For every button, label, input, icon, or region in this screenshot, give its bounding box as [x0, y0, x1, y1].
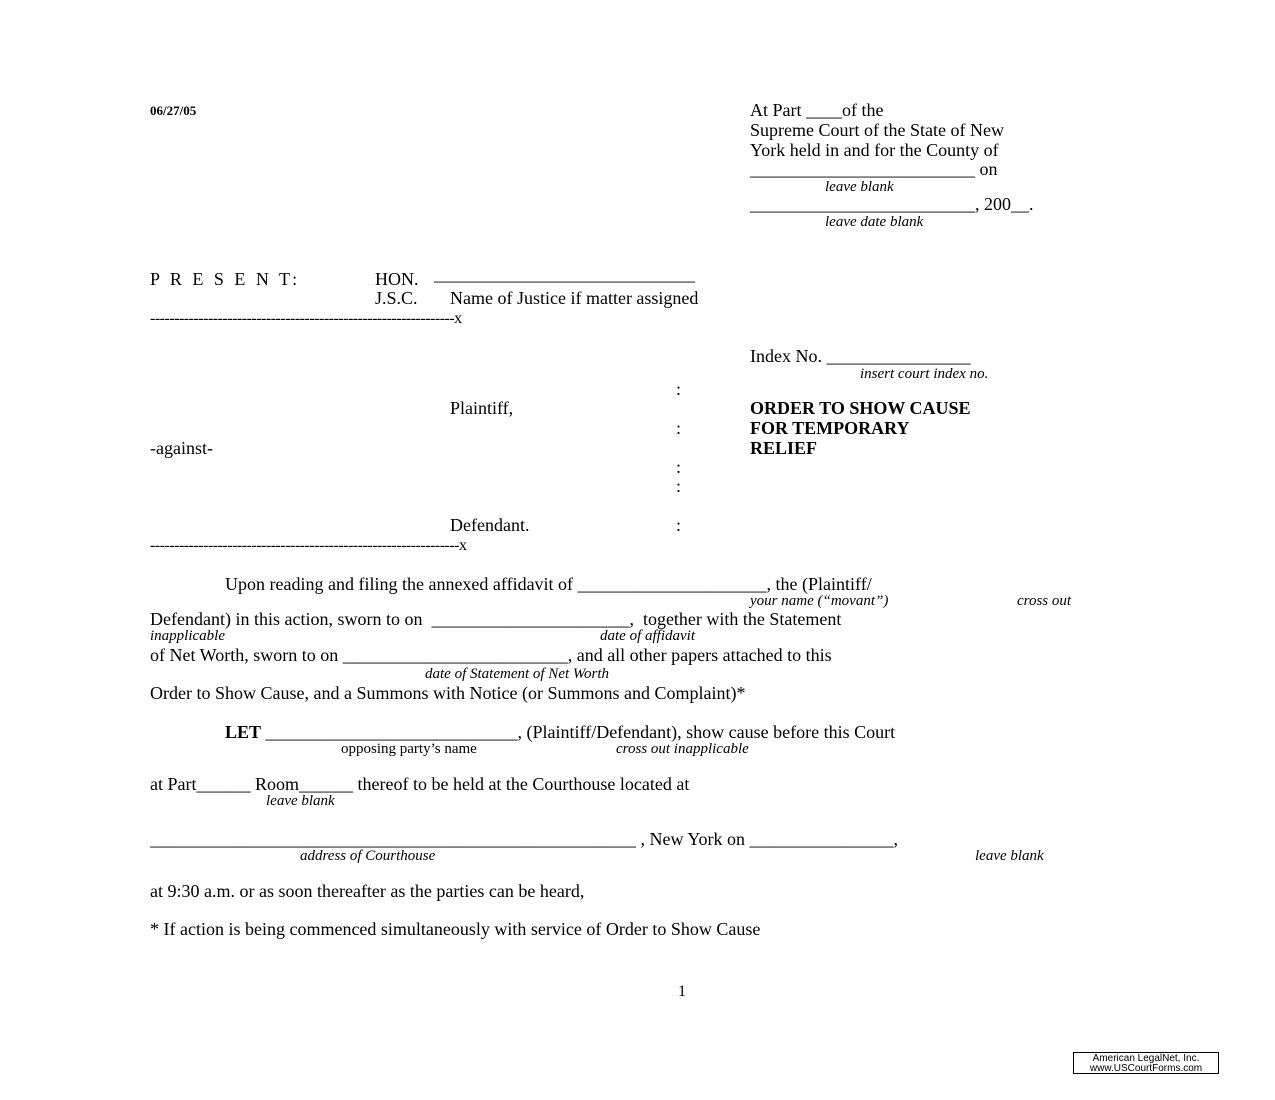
document-title-line-1: ORDER TO SHOW CAUSE [750, 398, 971, 418]
para1-line1: Upon reading and filing the annexed affidavit of _____________________, the (Plaintiff/ [225, 574, 872, 594]
address-line: ______________________________________________________ , New York on ________________, [150, 829, 899, 849]
caption-colon: : [676, 476, 682, 496]
leave-date-blank-hint: leave date blank [825, 214, 924, 230]
caption-colon: : [676, 457, 682, 477]
time-line: at 9:30 a.m. or as soon thereafter as the parties can be heard, [150, 881, 585, 901]
address-of-courthouse-hint: address of Courthouse [300, 848, 436, 864]
footnote: * If action is being commenced simultaneously with service of Order to Show Cause [150, 919, 761, 939]
date-statement-hint: date of Statement of Net Worth [425, 666, 610, 682]
opposing-party-hint: opposing party’s name [341, 741, 477, 757]
court-line-3: York held in and for the County of [750, 140, 999, 160]
para1-line4: Order to Show Cause, and a Summons with Notice (or Summons and Complaint)* [150, 683, 746, 703]
form-date: 06/27/05 [150, 103, 197, 118]
your-name-hint: your name (“movant”) [750, 593, 889, 609]
publisher-stamp [1073, 1052, 1219, 1074]
leave-blank-hint: leave blank [825, 179, 894, 195]
jsc-label: J.S.C. [375, 288, 418, 308]
let-label: LET [225, 722, 262, 742]
leave-blank-hint-3: leave blank [975, 848, 1044, 864]
publisher-name: American LegalNet, Inc. [1092, 1053, 1200, 1064]
let-line [225, 722, 895, 742]
court-line-2: Supreme Court of the State of New [750, 120, 1004, 140]
hon-signature-line: _____________________________ [434, 264, 695, 284]
date-of-affidavit-hint: date of affidavit [600, 628, 695, 644]
caption-colon: : [676, 515, 682, 535]
para1-line2: Defendant) in this action, sworn to on ______________________, together with the Statement [150, 609, 842, 629]
para1-line3: of Net Worth, sworn to on _________________________, and all other papers attached to this [150, 645, 832, 665]
caption-divider-top: ---------------------------------------------------------------x [150, 310, 462, 327]
inapplicable-hint: inapplicable [150, 628, 225, 644]
caption-colon: : [676, 379, 682, 399]
hon-label: HON. [375, 269, 419, 289]
plaintiff-label: Plaintiff, [450, 398, 514, 418]
date-line: _________________________, 200__. [750, 194, 1034, 214]
index-number-line: Index No. ________________ [750, 346, 971, 366]
present-label: P R E S E N T: [150, 269, 301, 289]
page-number: 1 [678, 983, 686, 1000]
defendant-label: Defendant. [450, 515, 530, 535]
cross-out-inapplicable-hint: cross out inapplicable [616, 741, 749, 757]
against-label: -against- [150, 438, 213, 458]
leave-blank-hint-2: leave blank [266, 793, 335, 809]
caption-divider-bottom: ----------------------------------------------------------------x [150, 537, 467, 554]
publisher-website: www.USCourtForms.com [1089, 1063, 1203, 1074]
county-date-line: _________________________ on [750, 159, 998, 179]
cross-out-hint: cross out [1017, 593, 1072, 609]
at-part-line: at Part______ Room______ thereof to be held at the Courthouse located at [150, 774, 690, 794]
document-title-line-3: RELIEF [750, 438, 818, 458]
let-line-text: ____________________________, (Plaintiff/Defendant), show cause before this Court [261, 722, 896, 742]
caption-colon: : [676, 418, 682, 438]
name-of-justice-hint: Name of Justice if matter assigned [450, 288, 699, 308]
document-title-line-2: FOR TEMPORARY [750, 418, 910, 438]
court-line-1: At Part ____of the [750, 100, 884, 120]
insert-index-hint: insert court index no. [860, 366, 989, 382]
